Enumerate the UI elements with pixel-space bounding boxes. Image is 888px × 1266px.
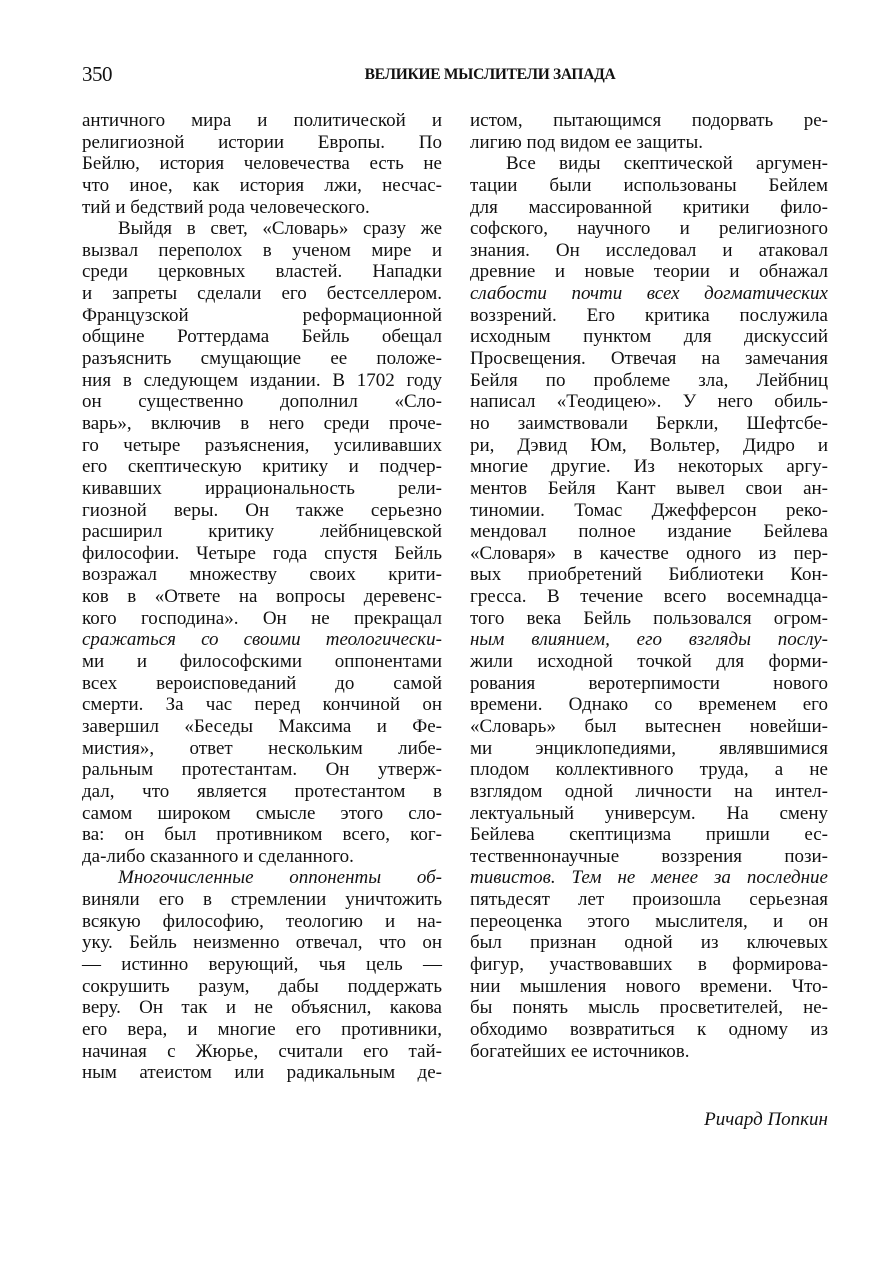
italic-text-line: сражаться со своими теологически- xyxy=(82,629,442,651)
text-line: философии. Четыре года спустя Бейль xyxy=(82,542,442,564)
text-line: времени. Однако со временем его xyxy=(470,694,828,716)
text-line: нии мышления нового времени. Что- xyxy=(470,975,828,997)
text-line: Французской реформационной xyxy=(82,304,442,326)
paragraph-start-line: Многочисленные оппоненты об- xyxy=(118,867,442,889)
text-line: обходимо возвратиться к одному из xyxy=(470,1018,828,1040)
text-line: тиномии. Томас Джефферсон реко- xyxy=(470,499,828,521)
text-line: написал «Теодицею». У него обиль- xyxy=(470,391,828,413)
text-line: всякую философию, теологию и на- xyxy=(82,910,442,932)
text-line: разъяснить смущающие ее положе- xyxy=(82,348,442,370)
text-line: что иное, как история лжи, несчас- xyxy=(82,174,442,196)
text-line: ментов Бейля Кант вывел свои ан- xyxy=(470,477,828,499)
text-line: да-либо сказанного и сделанного. xyxy=(82,845,354,867)
text-line: ков в «Ответе на вопросы деревенс- xyxy=(82,586,442,608)
text-line: общине Роттердама Бейль обещал xyxy=(82,326,442,348)
text-line: истом, пытающимся подорвать ре- xyxy=(470,110,828,131)
text-line: гресса. В течение всего восемнадца- xyxy=(470,586,828,608)
text-line: был признан одной из ключевых xyxy=(470,932,828,954)
italic-text-line: ным влиянием, его взгляды послу- xyxy=(470,629,828,651)
text-line: его вера, и многие его противники, xyxy=(82,1018,442,1040)
text-line: древние и новые теории и обнажал xyxy=(470,261,828,283)
text-line: «Словаря» в качестве одного из пер- xyxy=(470,542,828,564)
text-line: плодом коллективного труда, а не xyxy=(470,759,828,781)
running-head xyxy=(82,62,828,86)
text-line: виняли его в стремлении уничтожить xyxy=(82,889,442,911)
text-line: Бейлю, история человечества есть не xyxy=(82,153,442,175)
text-line: но заимствовали Беркли, Шефтсбе- xyxy=(470,412,828,434)
text-line: — истинно верующий, чья цель — xyxy=(82,953,442,975)
text-line: смерти. За час перед кончиной он xyxy=(82,694,442,716)
text-line: завершил «Беседы Максима и Фе- xyxy=(82,715,442,737)
text-line: исходным пунктом для дискуссий xyxy=(470,326,828,348)
text-line: ным атеистом или радикальным де- xyxy=(82,1062,442,1084)
text-line: переоценка этого мыслителя, и он xyxy=(470,910,828,932)
text-line: среди церковных властей. Нападки xyxy=(82,261,442,283)
text-line: того века Бейль пользовался огром- xyxy=(470,607,828,629)
text-line: и запреты сделали его бестселлером. xyxy=(82,283,442,305)
text-line: рования веротерпимости нового xyxy=(470,672,828,694)
text-line: дал, что является протестантом в xyxy=(82,780,442,802)
text-line: ральным протестантам. Он утверж- xyxy=(82,759,442,781)
text-line: ми и философскими оппонентами xyxy=(82,651,442,673)
text-line: Бейля по проблеме зла, Лейбниц xyxy=(470,369,828,391)
text-line: богатейших ее источников. xyxy=(470,1040,690,1062)
text-line: фигур, участвовавших в формирова- xyxy=(470,953,828,975)
text-line: религиозной истории Европы. По xyxy=(82,131,442,153)
text-line: античного мира и политической и xyxy=(82,110,442,131)
text-line: для массированной критики фило- xyxy=(470,196,828,218)
text-line: тественнонаучные воззрения пози- xyxy=(470,845,828,867)
text-line: «Словарь» был вытеснен новейши- xyxy=(470,715,828,737)
paragraph-start-line: Все виды скептической аргумен- xyxy=(506,153,828,175)
text-line: тий и бедствий рода человеческого. xyxy=(82,196,370,218)
text-line: начиная с Жюрье, считали его тай- xyxy=(82,1040,442,1062)
text-line: Бейлева скептицизма пришли ес- xyxy=(470,824,828,846)
text-line: варь», включив в него среди проче- xyxy=(82,412,442,434)
text-line: ми энциклопедиями, являвшимися xyxy=(470,737,828,759)
text-line: самом широком смысле этого сло- xyxy=(82,802,442,824)
italic-text-line: тивистов. Тем не менее за последние xyxy=(470,867,828,889)
text-line: ри, Дэвид Юм, Вольтер, Дидро и xyxy=(470,434,828,456)
text-line: сокрушить разум, дабы поддержать xyxy=(82,975,442,997)
text-line: знания. Он исследовал и атаковал xyxy=(470,239,828,261)
text-line: жили исходной точкой для форми- xyxy=(470,651,828,673)
text-line: мендовал полное издание Бейлева xyxy=(470,521,828,543)
text-line: вызвал переполох в ученом мире и xyxy=(82,239,442,261)
text-line: пятьдесят лет произошла серьезная xyxy=(470,889,828,911)
text-line: воззрений. Его критика послужила xyxy=(470,304,828,326)
text-line: софского, научного и религиозного xyxy=(470,218,828,240)
italic-text-line: слабости почти всех догматических xyxy=(470,283,828,305)
text-line: его скептическую критику и подчер- xyxy=(82,456,442,478)
text-line: го четыре разъяснения, усиливавших xyxy=(82,434,442,456)
page-number: 350 xyxy=(82,62,112,86)
text-line: бы понять мысль просветителей, не- xyxy=(470,997,828,1019)
text-line: возражал множеству своих крити- xyxy=(82,564,442,586)
author-signature: Ричард Попкин xyxy=(704,1109,828,1130)
text-line: кивавших иррациональность рели- xyxy=(82,477,442,499)
book-title: ВЕЛИКИЕ МЫСЛИТЕЛИ ЗАПАДА xyxy=(364,66,616,83)
text-line: Просвещения. Отвечая на замечания xyxy=(470,348,828,370)
text-line: гиозной веры. Он также серьезно xyxy=(82,499,442,521)
text-line: тации были использованы Бейлем xyxy=(470,174,828,196)
text-line: кого господина». Он не прекращал xyxy=(82,607,442,629)
text-line: лигию под видом ее защиты. xyxy=(470,131,703,153)
right-column xyxy=(470,110,828,1062)
text-line: лектуальный универсум. На смену xyxy=(470,802,828,824)
text-line: вых приобретений Библиотеки Кон- xyxy=(470,564,828,586)
text-line: расширил критику лейбницевской xyxy=(82,521,442,543)
text-line: мистия», ответ нескольким либе- xyxy=(82,737,442,759)
left-column xyxy=(82,110,442,1084)
text-line: всех вероисповеданий до самой xyxy=(82,672,442,694)
text-line: ва: он был противником всего, ког- xyxy=(82,824,442,846)
text-line: веру. Он так и не объяснил, какова xyxy=(82,997,442,1019)
paragraph-start-line: Выйдя в свет, «Словарь» сразу же xyxy=(118,218,442,240)
text-line: многие другие. Из некоторых аргу- xyxy=(470,456,828,478)
text-line: уку. Бейль неизменно отвечал, что он xyxy=(82,932,442,954)
text-line: ния в следующем издании. В 1702 году xyxy=(82,369,442,391)
text-line: взглядом одной личности на интел- xyxy=(470,780,828,802)
text-line: он существенно дополнил «Сло- xyxy=(82,391,442,413)
